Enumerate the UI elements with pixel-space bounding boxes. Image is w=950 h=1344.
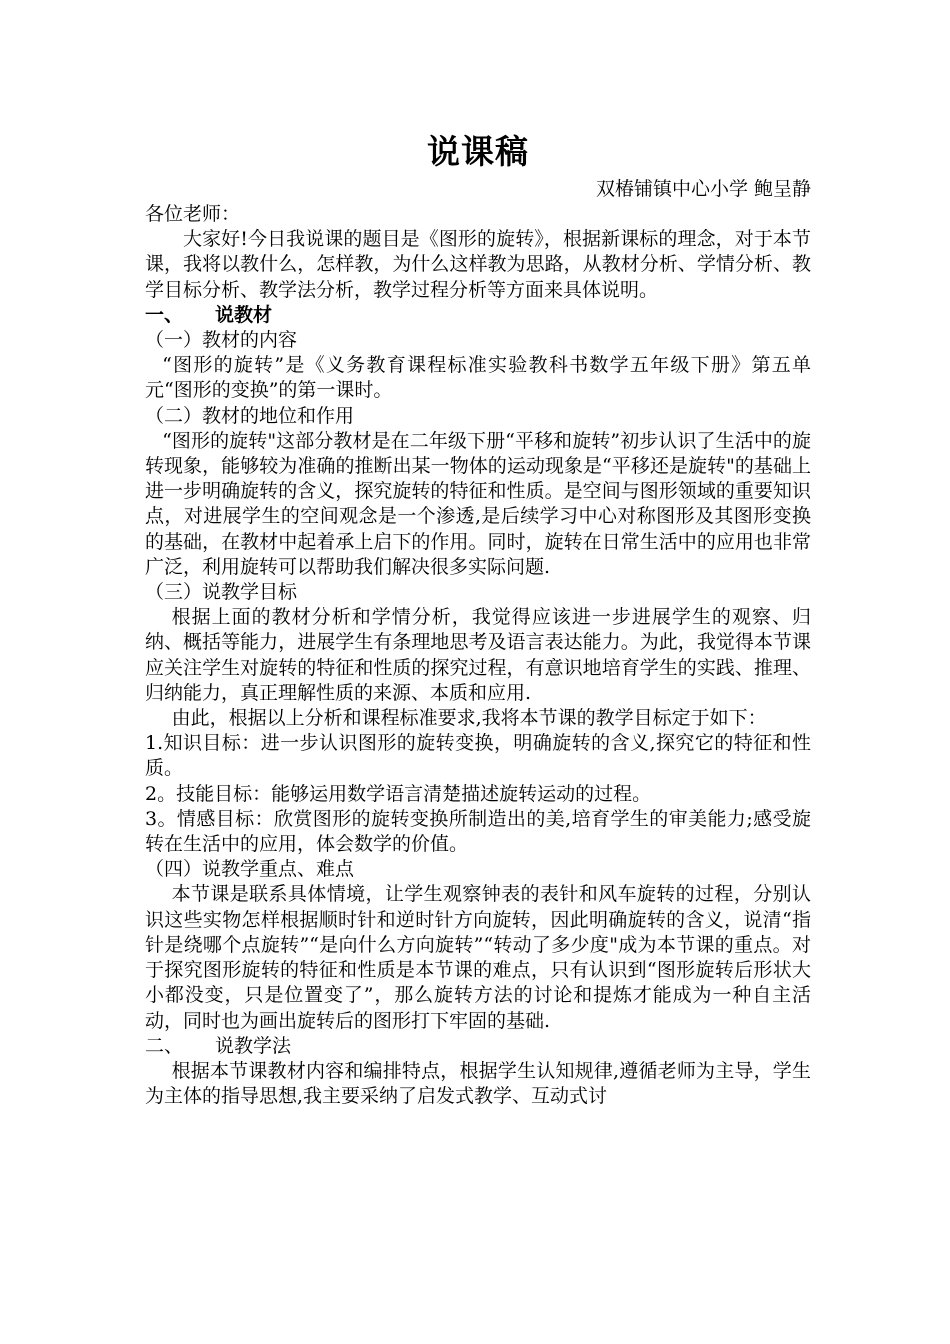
section-title: 说教材 bbox=[215, 303, 273, 326]
paragraph-method: 根据本节课教材内容和编排特点，根据学生认知规律,遵循老师为主导，学生为主体的指导思想,我主要采纳了启发式教学、互动式讨 bbox=[145, 1059, 811, 1108]
paragraph-content: “图形的旋转”是《义务教育课程标准实验教科书数学五年级下册》第五单元“图形的变换”的第一课时。 bbox=[145, 354, 811, 402]
page-title: 说课稿 bbox=[427, 132, 529, 171]
subheading-role: （二）教材的地位和作用 bbox=[145, 404, 355, 427]
intro-paragraph: 大家好!今日我说课的题目是《图形的旋转》，根据新课标的理念，对于本节课，我将以教什么，怎样教，为什么这样教为思路，从教材分析、学情分析、教学目标分析、教学法分析，教学过程分析等方面来具体说明。 bbox=[145, 228, 811, 301]
subheading-goals: （三）说教学目标 bbox=[145, 581, 298, 604]
goal-knowledge: 1.知识目标：进一步认识图形的旋转变换，明确旋转的含义,探究它的特征和性质。 bbox=[145, 732, 811, 780]
goal-emotion: 3。情感目标：欣赏图形的旋转变换所制造出的美,培育学生的审美能力;感受旋转在生活中的应用，体会数学的价值。 bbox=[145, 807, 811, 856]
author-line: 双椿铺镇中心小学 鲍呈静 bbox=[595, 178, 811, 200]
paragraph-keypoints: 本节课是联系具体情境，让学生观察钟表的表针和风车旋转的过程，分别认识这些实物怎样根据顺时针和逆时针方向旋转，因此明确旋转的含义，说清“指针是绕哪个点旋转”“是向什么方向旋转”“转动了多少度"成为本节课的重点。对于探究图形旋转的特征和性质是本节课的难点，只有认识到“图形旋转后形状大小都没变，只是位置变了”，那么旋转方法的讨论和提炼才能成为一种自主活动，同时也为画出旋转后的图形打下牢固的基础. bbox=[145, 883, 811, 1032]
section-number: 二、 bbox=[145, 1034, 184, 1057]
paragraph-role: “图形的旋转"这部分教材是在二年级下册“平移和旋转”初步认识了生活中的旋转现象，能够较为准确的推断出某一物体的运动现象是“平移还是旋转"的基础上进一步明确旋转的含义，探究旋转的特征和性质。是空间与图形领域的重要知识点，对进展学生的空间观念是一个渗透,是后续学习中心对称图形及其图形变换的基础，在教材中起着承上启下的作用。同时，旋转在日常生活中的应用也非常广泛，利用旋转可以帮助我们解决很多实际问题. bbox=[145, 429, 811, 578]
subheading-content: （一）教材的内容 bbox=[145, 329, 298, 352]
document-page bbox=[145, 128, 811, 1109]
section-number: 一、 bbox=[145, 303, 184, 326]
subheading-keypoints: （四）说教学重点、难点 bbox=[145, 858, 355, 881]
paragraph-goals: 根据上面的教材分析和学情分析，我觉得应该进一步进展学生的观察、归纳、概括等能力，进展学生有条理地思考及语言表达能力。为此，我觉得本节课应关注学生对旋转的特征和性质的探究过程，有意识地培育学生的实践、推理、归纳能力，真正理解性质的来源、本质和应用. bbox=[145, 606, 811, 704]
greeting: 各位老师： bbox=[145, 203, 241, 225]
section-heading-1 bbox=[145, 303, 811, 328]
section-heading-2 bbox=[145, 1034, 811, 1059]
section-title: 说教学法 bbox=[215, 1034, 292, 1057]
goal-skill: 2。技能目标：能够运用数学语言清楚描述旋转运动的过程。 bbox=[145, 782, 652, 805]
paragraph-goals-intro: 由此，根据以上分析和课程标准要求,我将本节课的教学目标定于如下： bbox=[171, 707, 767, 730]
